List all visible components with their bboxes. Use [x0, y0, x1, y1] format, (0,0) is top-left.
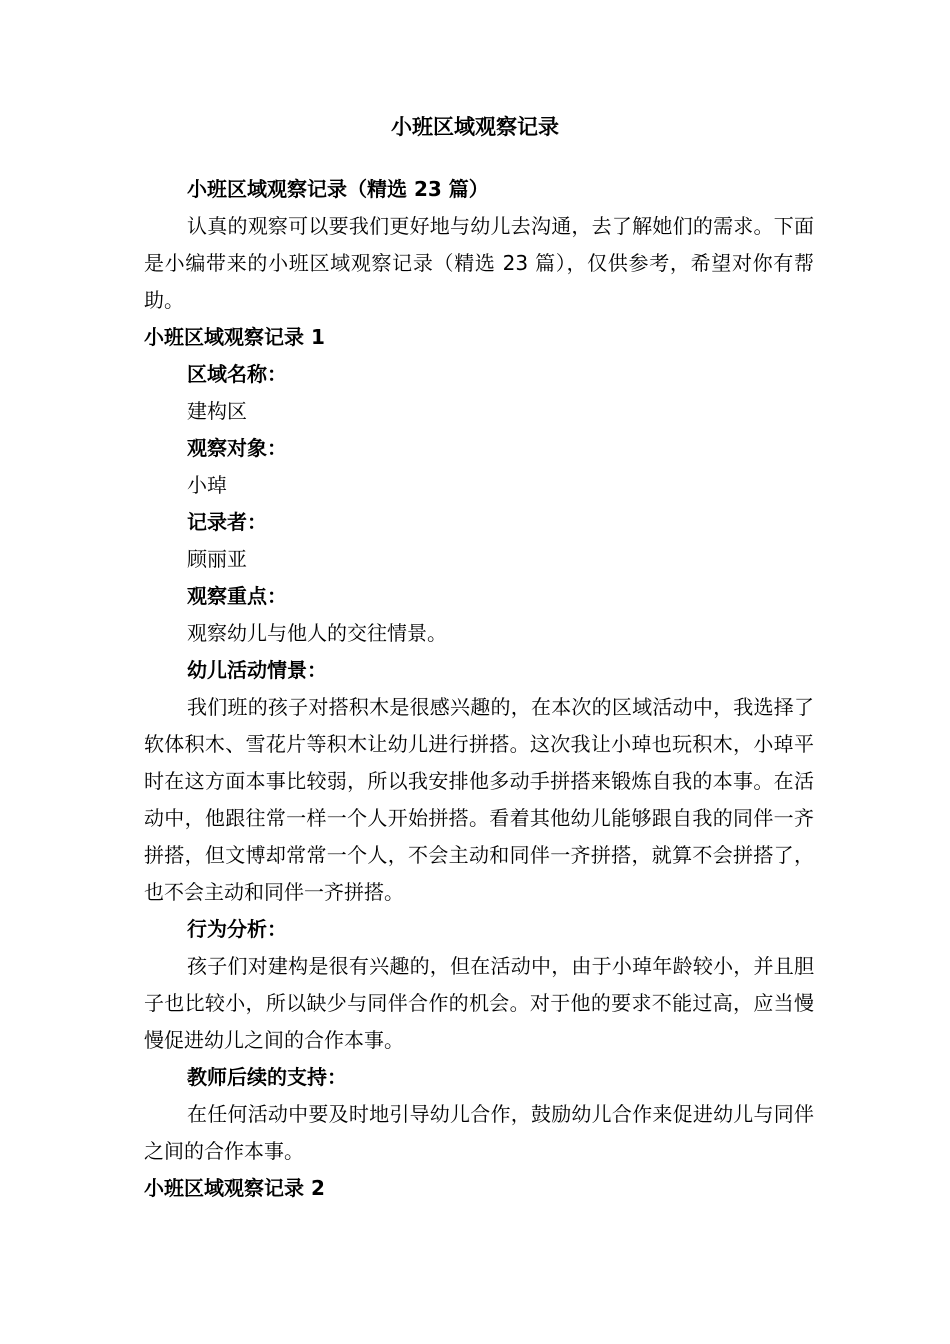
analysis-label: 行为分析： — [187, 917, 287, 941]
record-1-heading: 小班区域观察记录 1 — [144, 325, 325, 349]
target-label: 观察对象： — [187, 436, 287, 460]
scene-label: 幼儿活动情景： — [187, 658, 327, 682]
scene-paragraph: 我们班的孩子对搭积木是很感兴趣的，在本次的区域活动中，我选择了软体积木、雪花片等积木让幼儿进行拼搭。这次我让小琸也玩积木，小琸平时在这方面本事比较弱，所以我安排他多动手拼搭来锻炼自我的本事。在活动中，他跟往常一样一个人开始拼搭。看着其他幼儿能够跟自我的同伴一齐拼搭，但文博却常常一个人，不会主动和同伴一齐拼搭，就算不会拼搭了，也不会主动和同伴一齐拼搭。 — [144, 695, 814, 904]
focus-label: 观察重点： — [187, 584, 287, 608]
subtitle: 小班区域观察记录（精选 23 篇） — [187, 177, 489, 201]
document-title: 小班区域观察记录 — [391, 115, 559, 139]
record-2-heading: 小班区域观察记录 2 — [144, 1176, 325, 1200]
target-value: 小琸 — [187, 473, 227, 497]
area-value: 建构区 — [187, 399, 247, 423]
recorder-label: 记录者： — [187, 510, 267, 534]
intro-paragraph: 认真的观察可以要我们更好地与幼儿去沟通，去了解她们的需求。下面是小编带来的小班区域观察记录（精选 23 篇），仅供参考，希望对你有帮助。 — [144, 214, 814, 312]
recorder-value: 顾丽亚 — [187, 547, 247, 571]
document-body — [144, 171, 814, 1207]
support-paragraph: 在任何活动中要及时地引导幼儿合作，鼓励幼儿合作来促进幼儿与同伴之间的合作本事。 — [144, 1102, 814, 1163]
support-label: 教师后续的支持： — [187, 1065, 347, 1089]
analysis-paragraph: 孩子们对建构是很有兴趣的，但在活动中，由于小琸年龄较小，并且胆子也比较小，所以缺少与同伴合作的机会。对于他的要求不能过高，应当慢慢促进幼儿之间的合作本事。 — [144, 954, 814, 1052]
focus-value: 观察幼儿与他人的交往情景。 — [187, 621, 447, 645]
area-label: 区域名称： — [187, 362, 287, 386]
